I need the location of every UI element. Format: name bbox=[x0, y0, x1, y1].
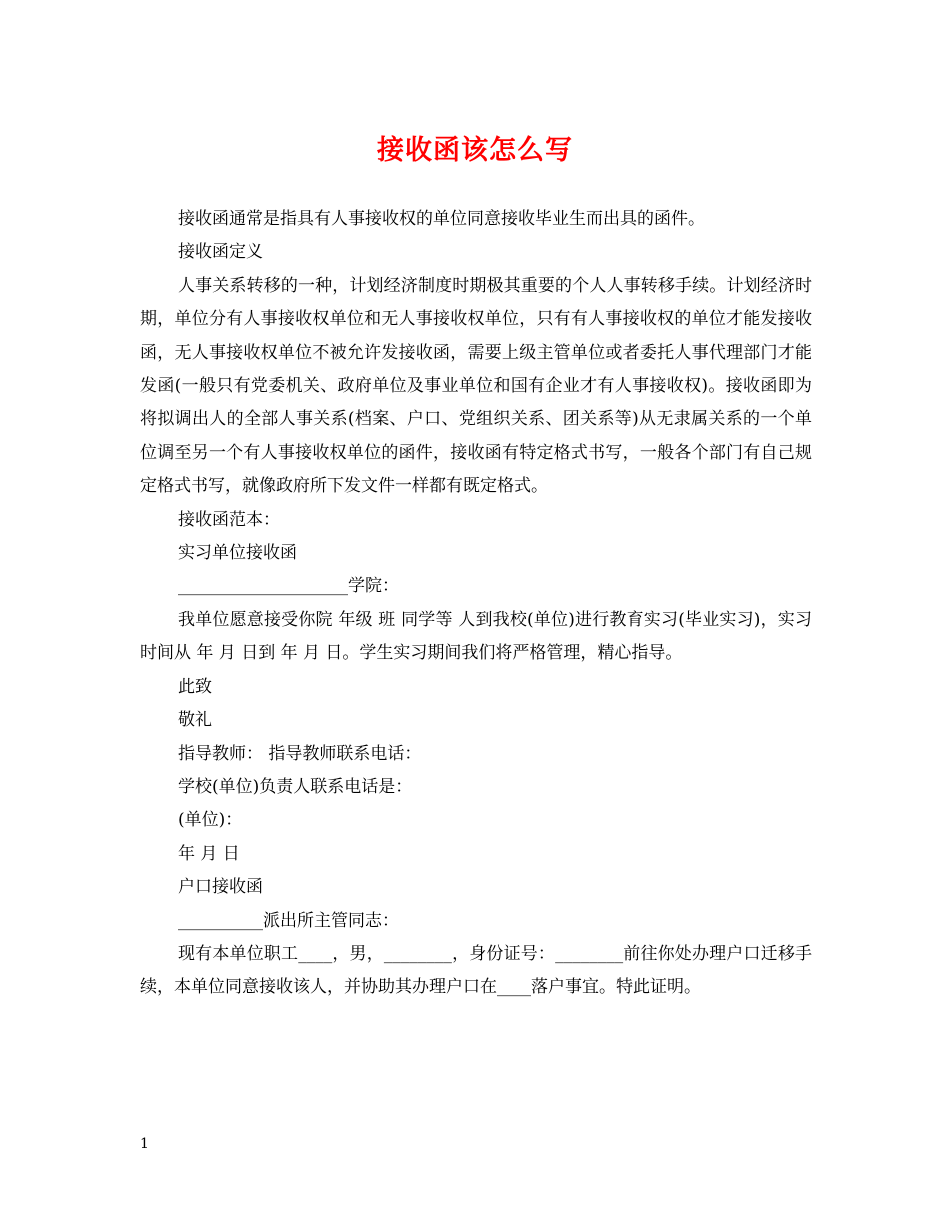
paragraph-college-blank: ____________________学院： bbox=[178, 576, 399, 597]
paragraph-unit: (单位)： bbox=[178, 810, 243, 831]
paragraph-salutation: 此致 bbox=[178, 676, 212, 697]
paragraph-intro: 接收函通常是指具有人事接收权的单位同意接收毕业生而出具的函件。 bbox=[178, 209, 705, 229]
document-body bbox=[140, 203, 812, 1005]
paragraph-hukou-body: 现有本单位职工____，男，________，身份证号：________前往你处办理户口迁移手续，本单位同意接收该人，并协助其办理户口在____落户事宜。特此证明。 bbox=[140, 943, 812, 998]
paragraph-internship-body: 我单位愿意接受你院 年级 班 同学等 人到我校(单位)进行教育实习(毕业实习)，实习时间从 年 月 日到 年 月 日。学生实习期间我们将严格管理，精心指导。 bbox=[140, 609, 812, 664]
paragraph-contact: 学校(单位)负责人联系电话是： bbox=[178, 776, 413, 797]
paragraph-definition: 人事关系转移的一种，计划经济制度时期极其重要的个人人事转移手续。计划经济时期，单位分有人事接收权单位和无人事接收权单位，只有有人事接收权的单位才能发接收函，无人事接收权单位不被允许发接收函，需要上级主管单位或者委托人事代理部门才能发函(一般只有党委机关、政府单位及事业单位和国有企业才有人事接收权)。接收函即为将拟调出人的全部人事关系(档案、户口、党组织关系、团关系等)从无隶属关系的一个单位调至另一个有人事接收权单位的函件，接收函有特定格式书写，一般各个部门有自己规定格式书写，就像政府所下发文件一样都有既定格式。 bbox=[140, 275, 812, 497]
paragraph-internship-title: 实习单位接收函 bbox=[178, 543, 297, 564]
page-number: 1 bbox=[140, 1136, 149, 1152]
paragraph-teacher: 指导教师： 指导教师联系电话： bbox=[178, 743, 422, 764]
paragraph-sample-heading: 接收函范本： bbox=[178, 509, 280, 530]
document-title: 接收函该怎么写 bbox=[377, 135, 573, 166]
paragraph-hukou-title: 户口接收函 bbox=[178, 877, 263, 898]
paragraph-regards: 敬礼 bbox=[178, 710, 212, 731]
paragraph-definition-heading: 接收函定义 bbox=[178, 242, 263, 263]
paragraph-police-blank: __________派出所主管同志： bbox=[178, 910, 399, 931]
paragraph-date: 年 月 日 bbox=[178, 843, 240, 864]
